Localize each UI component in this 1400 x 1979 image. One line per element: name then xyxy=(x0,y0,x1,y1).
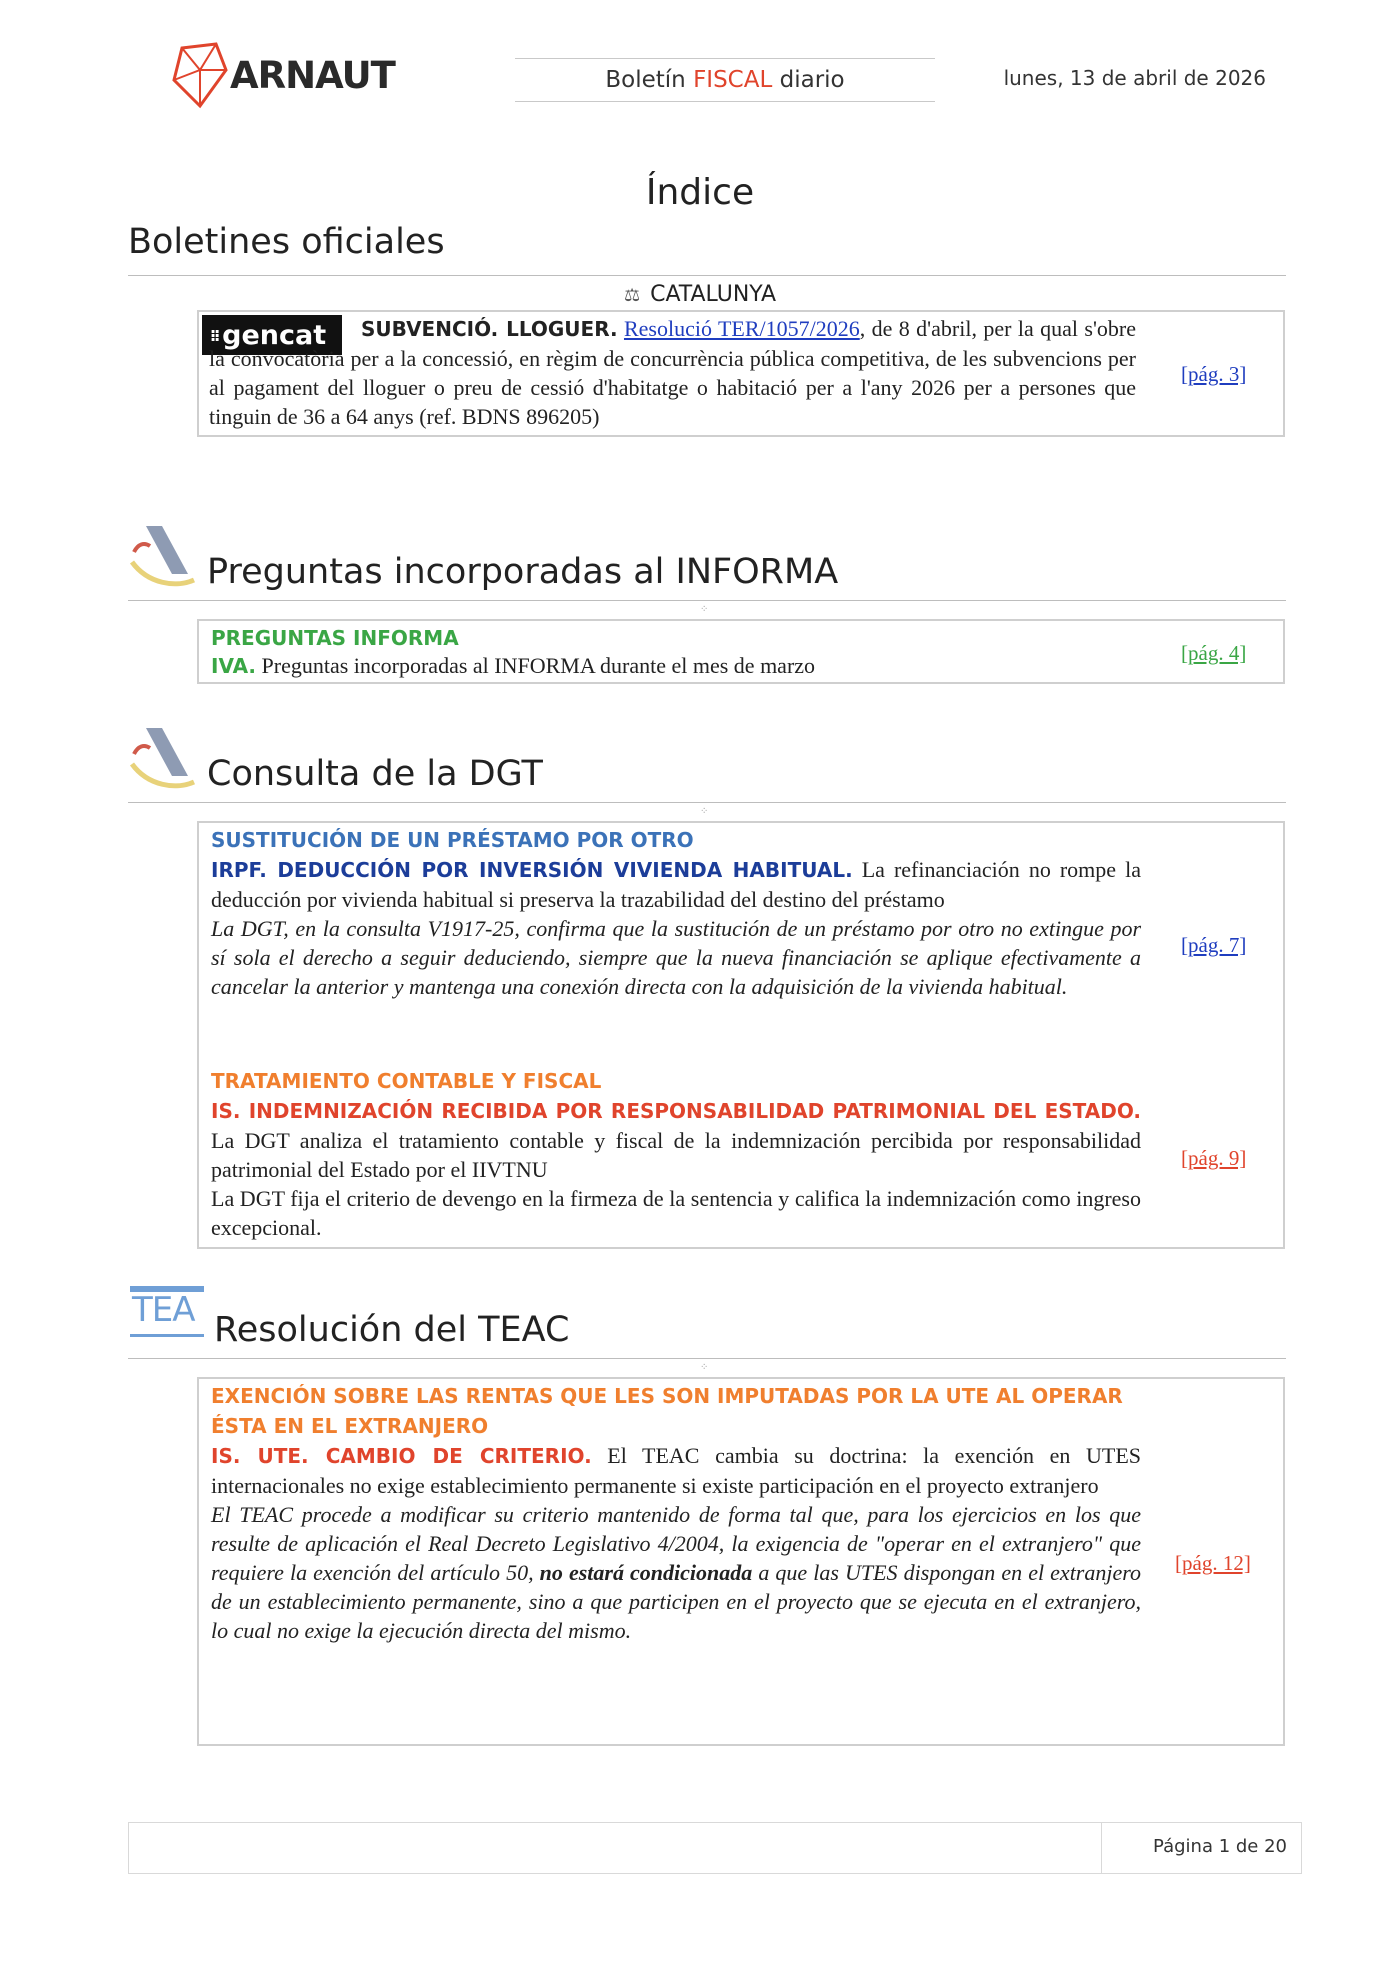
teac-summary-bold: no estará condicionada xyxy=(539,1560,753,1585)
gencat-dots-icon: ⁝⁝ xyxy=(210,325,219,345)
section-title-boletines: Boletines oficiales xyxy=(128,222,445,262)
dgt-item-2-description: La DGT analiza el tratamiento contable y fiscal de la indemnización percibida por responsabilidad patrimonial del Estado por el IIVTNU xyxy=(211,1128,1141,1182)
anchor-mark: ⁘ xyxy=(700,1362,709,1373)
section-title-dgt: Consulta de la DGT xyxy=(207,754,543,794)
page-footer xyxy=(128,1822,1302,1874)
page-link-4[interactable]: [pág. 4] xyxy=(1181,641,1247,665)
dgt-item-2-text xyxy=(211,1096,1141,1184)
dgt-item-1-text xyxy=(211,855,1141,914)
dgt-item-1-category: SUSTITUCIÓN DE UN PRÉSTAMO POR OTRO xyxy=(211,828,694,852)
teac-summary xyxy=(211,1500,1141,1645)
gencat-logo-text: gencat xyxy=(222,319,327,351)
logo-text: ARNAUT xyxy=(230,54,395,97)
dgt-item-2-category: TRATAMIENTO CONTABLE Y FISCAL xyxy=(211,1069,602,1093)
teac-logo-text: TEA xyxy=(132,1290,195,1330)
dgt-card xyxy=(197,821,1285,1249)
section-title-teac: Resolución del TEAC xyxy=(214,1310,570,1350)
section-rule xyxy=(128,1358,1286,1359)
bulletin-suffix: diario xyxy=(772,67,845,93)
aeat-x-icon xyxy=(128,522,198,592)
dgt-item-1-description: La refinanciación no rompe la deducción por vivienda habitual si preserva la trazabilidad del destino del préstamo xyxy=(211,857,1141,912)
dgt-item-1 xyxy=(211,825,1141,1001)
bulletin-lead: SUBVENCIÓ. LLOGUER. xyxy=(361,317,618,341)
teac-category: EXENCIÓN SOBRE LAS RENTAS QUE LES SON IMPUTADAS POR LA UTE AL OPERAR ÉSTA EN EL EXTRANJERO xyxy=(211,1384,1123,1438)
section-rule xyxy=(128,275,1286,276)
teac-logo-icon xyxy=(130,1286,206,1342)
page-link-9[interactable]: [pág. 9] xyxy=(1181,1146,1247,1170)
region-heading xyxy=(0,282,1400,307)
arnaut-logo xyxy=(170,40,395,110)
resolution-link[interactable]: Resolució TER/1057/2026 xyxy=(623,316,860,341)
teac-summary-part-1: El TEAC procede a modificar su criterio mantenido de forma tal que, para los ejercicios en los que resulte de aplicación el Real Decreto Legislativo 4/2004, la exigencia de "operar en el extranjero" que requiere la exención del artículo 50, xyxy=(211,1502,1141,1585)
bulletin-date: lunes, 13 de abril de 2026 xyxy=(1003,66,1266,90)
anchor-mark: ⁘ xyxy=(700,806,709,817)
teac-item xyxy=(211,1381,1141,1645)
teac-card xyxy=(197,1377,1285,1746)
informa-category: PREGUNTAS INFORMA xyxy=(211,626,459,650)
dgt-item-2 xyxy=(211,1066,1141,1242)
teac-text xyxy=(211,1441,1141,1500)
region-label: CATALUNYA xyxy=(650,282,777,307)
page-link-12[interactable]: [pág. 12] xyxy=(1175,1551,1251,1575)
informa-text xyxy=(211,651,1141,681)
footer-divider xyxy=(1101,1823,1102,1873)
bulletin-prefix: Boletín xyxy=(605,67,694,93)
teac-description: El TEAC cambia su doctrina: la exención en UTES internacionales no exige establecimiento permanente si existe participación en el proyecto extranjero xyxy=(211,1443,1141,1498)
teac-lead: IS. UTE. CAMBIO DE CRITERIO. xyxy=(211,1444,592,1468)
informa-lead: IVA. xyxy=(211,654,257,678)
dgt-item-2-lead: IS. INDEMNIZACIÓN RECIBIDA POR RESPONSABILIDAD PATRIMONIAL DEL ESTADO. xyxy=(211,1099,1141,1123)
bulletin-description: , de 8 d'abril, per la qual s'obre la convocatòria per a la concessió, en règim de concurrència pública competitiva, de les subvencions per al pagament del lloguer o preu de cessió d'habitatge o habitació per a l'any 2026 per a persones que tinguin de 36 a 64 anys (ref. BDNS 896205) xyxy=(209,316,1136,429)
index-title: Índice xyxy=(645,172,755,213)
anchor-mark: ⁘ xyxy=(700,604,709,615)
teac-summary-part-2: a que las UTES dispongan en el extranjero de un establecimiento permanente, sino a que participen en el proyecto que se ejecuta en el extranjero, lo cual no exige la ejecución directa del mismo. xyxy=(211,1560,1141,1643)
page-link-7[interactable]: [pág. 7] xyxy=(1181,933,1247,957)
bulletin-fiscal: FISCAL xyxy=(693,67,773,93)
dgt-item-1-summary: La DGT, en la consulta V1917-25, confirma que la sustitución de un préstamo por otro no extingue por sí sola el derecho a seguir deduciendo, siempre que la nueva financiación se aplique efectivamente a cancelar la anterior y mantenga una conexión directa con la adquisición de la vivienda habitual. xyxy=(211,916,1141,999)
page-number: Página 1 de 20 xyxy=(1153,1836,1287,1857)
page-link-3[interactable]: [pág. 3] xyxy=(1181,362,1247,386)
informa-description: Preguntas incorporadas al INFORMA durante el mes de marzo xyxy=(256,653,816,678)
bulletin-title xyxy=(515,58,935,102)
scales-icon: ⚖ xyxy=(623,285,641,306)
section-rule xyxy=(128,802,1286,803)
arnaut-logo-icon xyxy=(170,40,230,110)
bulletin-text xyxy=(209,314,1136,431)
bulletin-card-gencat xyxy=(197,310,1285,437)
informa-card xyxy=(197,619,1285,684)
section-rule xyxy=(128,600,1286,601)
dgt-item-1-lead: IRPF. DEDUCCIÓN POR INVERSIÓN VIVIENDA HABITUAL. xyxy=(211,858,853,882)
aeat-x-icon xyxy=(128,724,198,794)
dgt-item-2-summary: La DGT fija el criterio de devengo en la firmeza de la sentencia y califica la indemnización como ingreso excepcional. xyxy=(211,1186,1141,1240)
section-title-informa: Preguntas incorporadas al INFORMA xyxy=(207,552,839,592)
